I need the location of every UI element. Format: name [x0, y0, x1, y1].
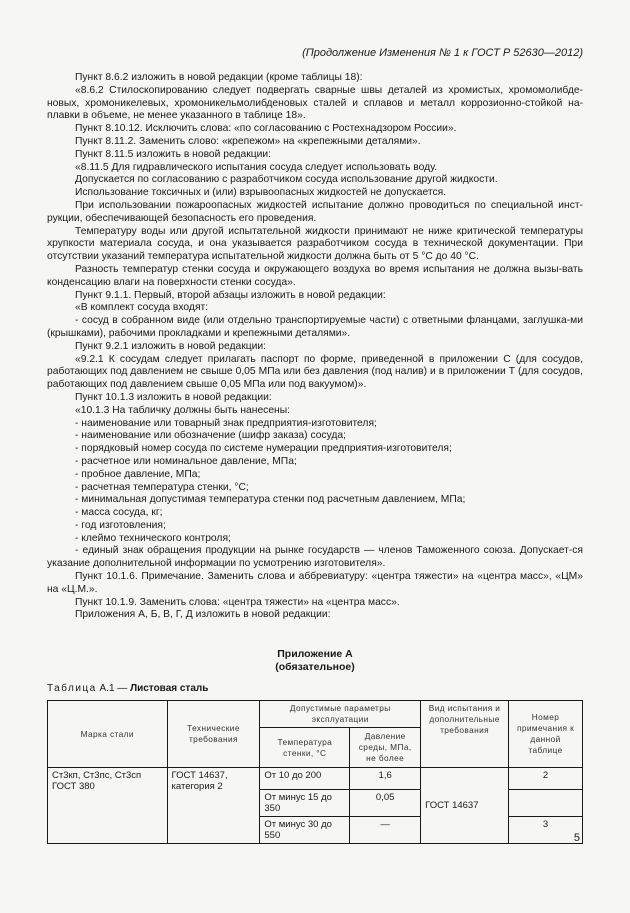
paragraph: Разность температур стенки сосуда и окружающего воздуха во время испытания не должна вызы-вать конденсацию влаги на поверхности стенки сосуда».	[47, 263, 583, 288]
table-caption	[47, 683, 208, 694]
list-item: - наименование или товарный знак предприятия-изготовителя;	[75, 417, 377, 429]
paragraph: «8.11.5 Для гидравлического испытания сосуда следует использовать воду.	[75, 161, 438, 173]
paragraph: «В комплект сосуда входят:	[75, 302, 209, 314]
header-test-type: Вид испытания и дополнительные требования	[421, 701, 509, 768]
cell-note: 2	[509, 768, 583, 790]
appendix-heading	[47, 648, 583, 674]
paragraph: Пункт 8.10.12. Исключить слова: «по согласованию с Ростехнадзором России».	[75, 123, 457, 135]
paragraph: Пункт 10.1.9. Заменить слова: «центра тяжести» на «центра масс».	[75, 596, 400, 608]
paragraph: «8.6.2 Стилоскопированию следует подвергать сварные швы деталей из хромистых, хромомолибде-новых, хромоникелевых, хромоникельмолибденовых сталей и сплавов и металл коррозионно-стойкой на-плавки в объеме, не менее указанного в таблице 18».	[47, 84, 583, 122]
list-item: - единый знак обращения продукции на рынке государств — членов Таможенного союза. Допускает-ся указание дополнительной информации по усмотрению изготовителя».	[47, 545, 583, 570]
list-item: - масса сосуда, кг;	[75, 507, 163, 519]
page-header: (Продолжение Изменения № 1 к ГОСТ Р 52630—2012)	[302, 47, 583, 59]
header-params: Допустимые параметры эксплуатации	[260, 701, 421, 728]
list-item: - расчетная температура стенки, °С;	[75, 481, 249, 493]
cell-test: ГОСТ 14637	[421, 768, 509, 844]
appendix-subtitle: (обязательное)	[275, 661, 355, 673]
header-pressure: Давление среды, МПа, не более	[350, 728, 421, 768]
table-row	[48, 768, 583, 790]
cell-temp: От 10 до 200	[260, 768, 350, 790]
paragraph: Допускается по согласованию с разработчиком сосуда использование другой жидкости.	[75, 174, 498, 186]
header-wall-temperature: Температура стенки, °С	[260, 728, 350, 768]
cell-pressure: 0,05	[350, 790, 421, 817]
cell-temp: От минус 30 до 550	[260, 817, 350, 844]
table-caption-number: А.1 —	[99, 683, 128, 694]
table-caption-title: Листовая сталь	[130, 683, 209, 694]
cell-note: 3	[509, 817, 583, 844]
page-number: 5	[573, 832, 580, 844]
paragraph: Пункт 8.11.5 изложить в новой редакции:	[75, 148, 271, 160]
table-caption-prefix: Таблица	[47, 683, 97, 694]
list-item: - год изготовления;	[75, 519, 166, 531]
paragraph: Пункт 10.1.6. Примечание. Заменить слова и аббревиатуру: «центра тяжести» на «центра масс», «ЦМ» на «Ц.М.».	[47, 571, 583, 595]
paragraph: «9.2.1 К сосудам следует прилагать паспорт по форме, приведенной в приложении С (для сосудов, работающих под давлением не свыше 0,05 МПа или без давления (под налив) и в приложении Т (для сосудов, работающих под давлением свыше 0,05 МПа или под вакуумом)».	[47, 353, 583, 391]
cell-grade: Ст3кп, Ст3пс, Ст3сп ГОСТ 380	[48, 768, 168, 844]
header-grade: Марка стали	[48, 701, 168, 768]
paragraph: - сосуд в собранном виде (или отдельно транспортируемые части) с ответными фланцами, заглушка-ми (крышками), рабочими прокладками и крепежными деталями».	[47, 315, 583, 339]
paragraph: Пункт 8.11.2. Заменить слово: «крепежом» на «крепежными деталями».	[75, 135, 421, 147]
appendix-title: Приложение А	[277, 648, 353, 660]
steel-table	[47, 700, 583, 844]
paragraph: При использовании пожароопасных жидкостей испытание должно проводиться по специальной инст-рукции, обеспечивающей безопасность его проведения.	[47, 199, 583, 224]
cell-pressure: 1,6	[350, 768, 421, 790]
paragraph: Использование токсичных и (или) взрывоопасных жидкостей не допускается.	[75, 187, 447, 199]
list-item: - порядковый номер сосуда по системе нумерации предприятия-изготовителя;	[75, 443, 452, 455]
paragraph: Пункт 8.6.2 изложить в новой редакции (кроме таблицы 18):	[75, 72, 363, 83]
list-item: - минимальная допустимая температура стенки под расчетным давлением, МПа;	[75, 494, 466, 506]
cell-temp: От минус 15 до 350	[260, 790, 350, 817]
paragraph: Пункт 9.1.1. Первый, второй абзацы изложить в новой редакции:	[75, 289, 386, 301]
cell-tech: ГОСТ 14637, категория 2	[167, 768, 260, 844]
document-body	[47, 72, 583, 622]
list-item: - пробное давление, МПа;	[75, 468, 201, 480]
cell-note	[509, 790, 583, 817]
paragraph: Пункт 10.1.3 изложить в новой редакции:	[75, 391, 272, 403]
list-item: - клеймо технического контроля;	[75, 532, 231, 544]
paragraph: Пункт 9.2.1 изложить в новой редакции:	[75, 340, 267, 352]
paragraph: Приложения А, Б, В, Г, Д изложить в новой редакции:	[75, 609, 331, 621]
paragraph: Температуру воды или другой испытательной жидкости принимают не ниже критической температуры хрупкости материала сосуда, и она указывается разработчиком сосуда в технической документации. При отсутствии указаний температура испытательной жидкости должна быть от 5 °С до 40 °С.	[47, 225, 583, 263]
header-note-number: Номер примечания к данной таблице	[509, 701, 583, 768]
header-tech-requirements: Технические требования	[167, 701, 260, 768]
list-item: - расчетное или номинальное давление, МПа;	[75, 455, 297, 467]
paragraph: «10.1.3 На табличку должны быть нанесены:	[75, 404, 290, 416]
list-item: - наименование или обозначение (шифр заказа) сосуда;	[75, 430, 346, 442]
cell-pressure: —	[350, 817, 421, 844]
